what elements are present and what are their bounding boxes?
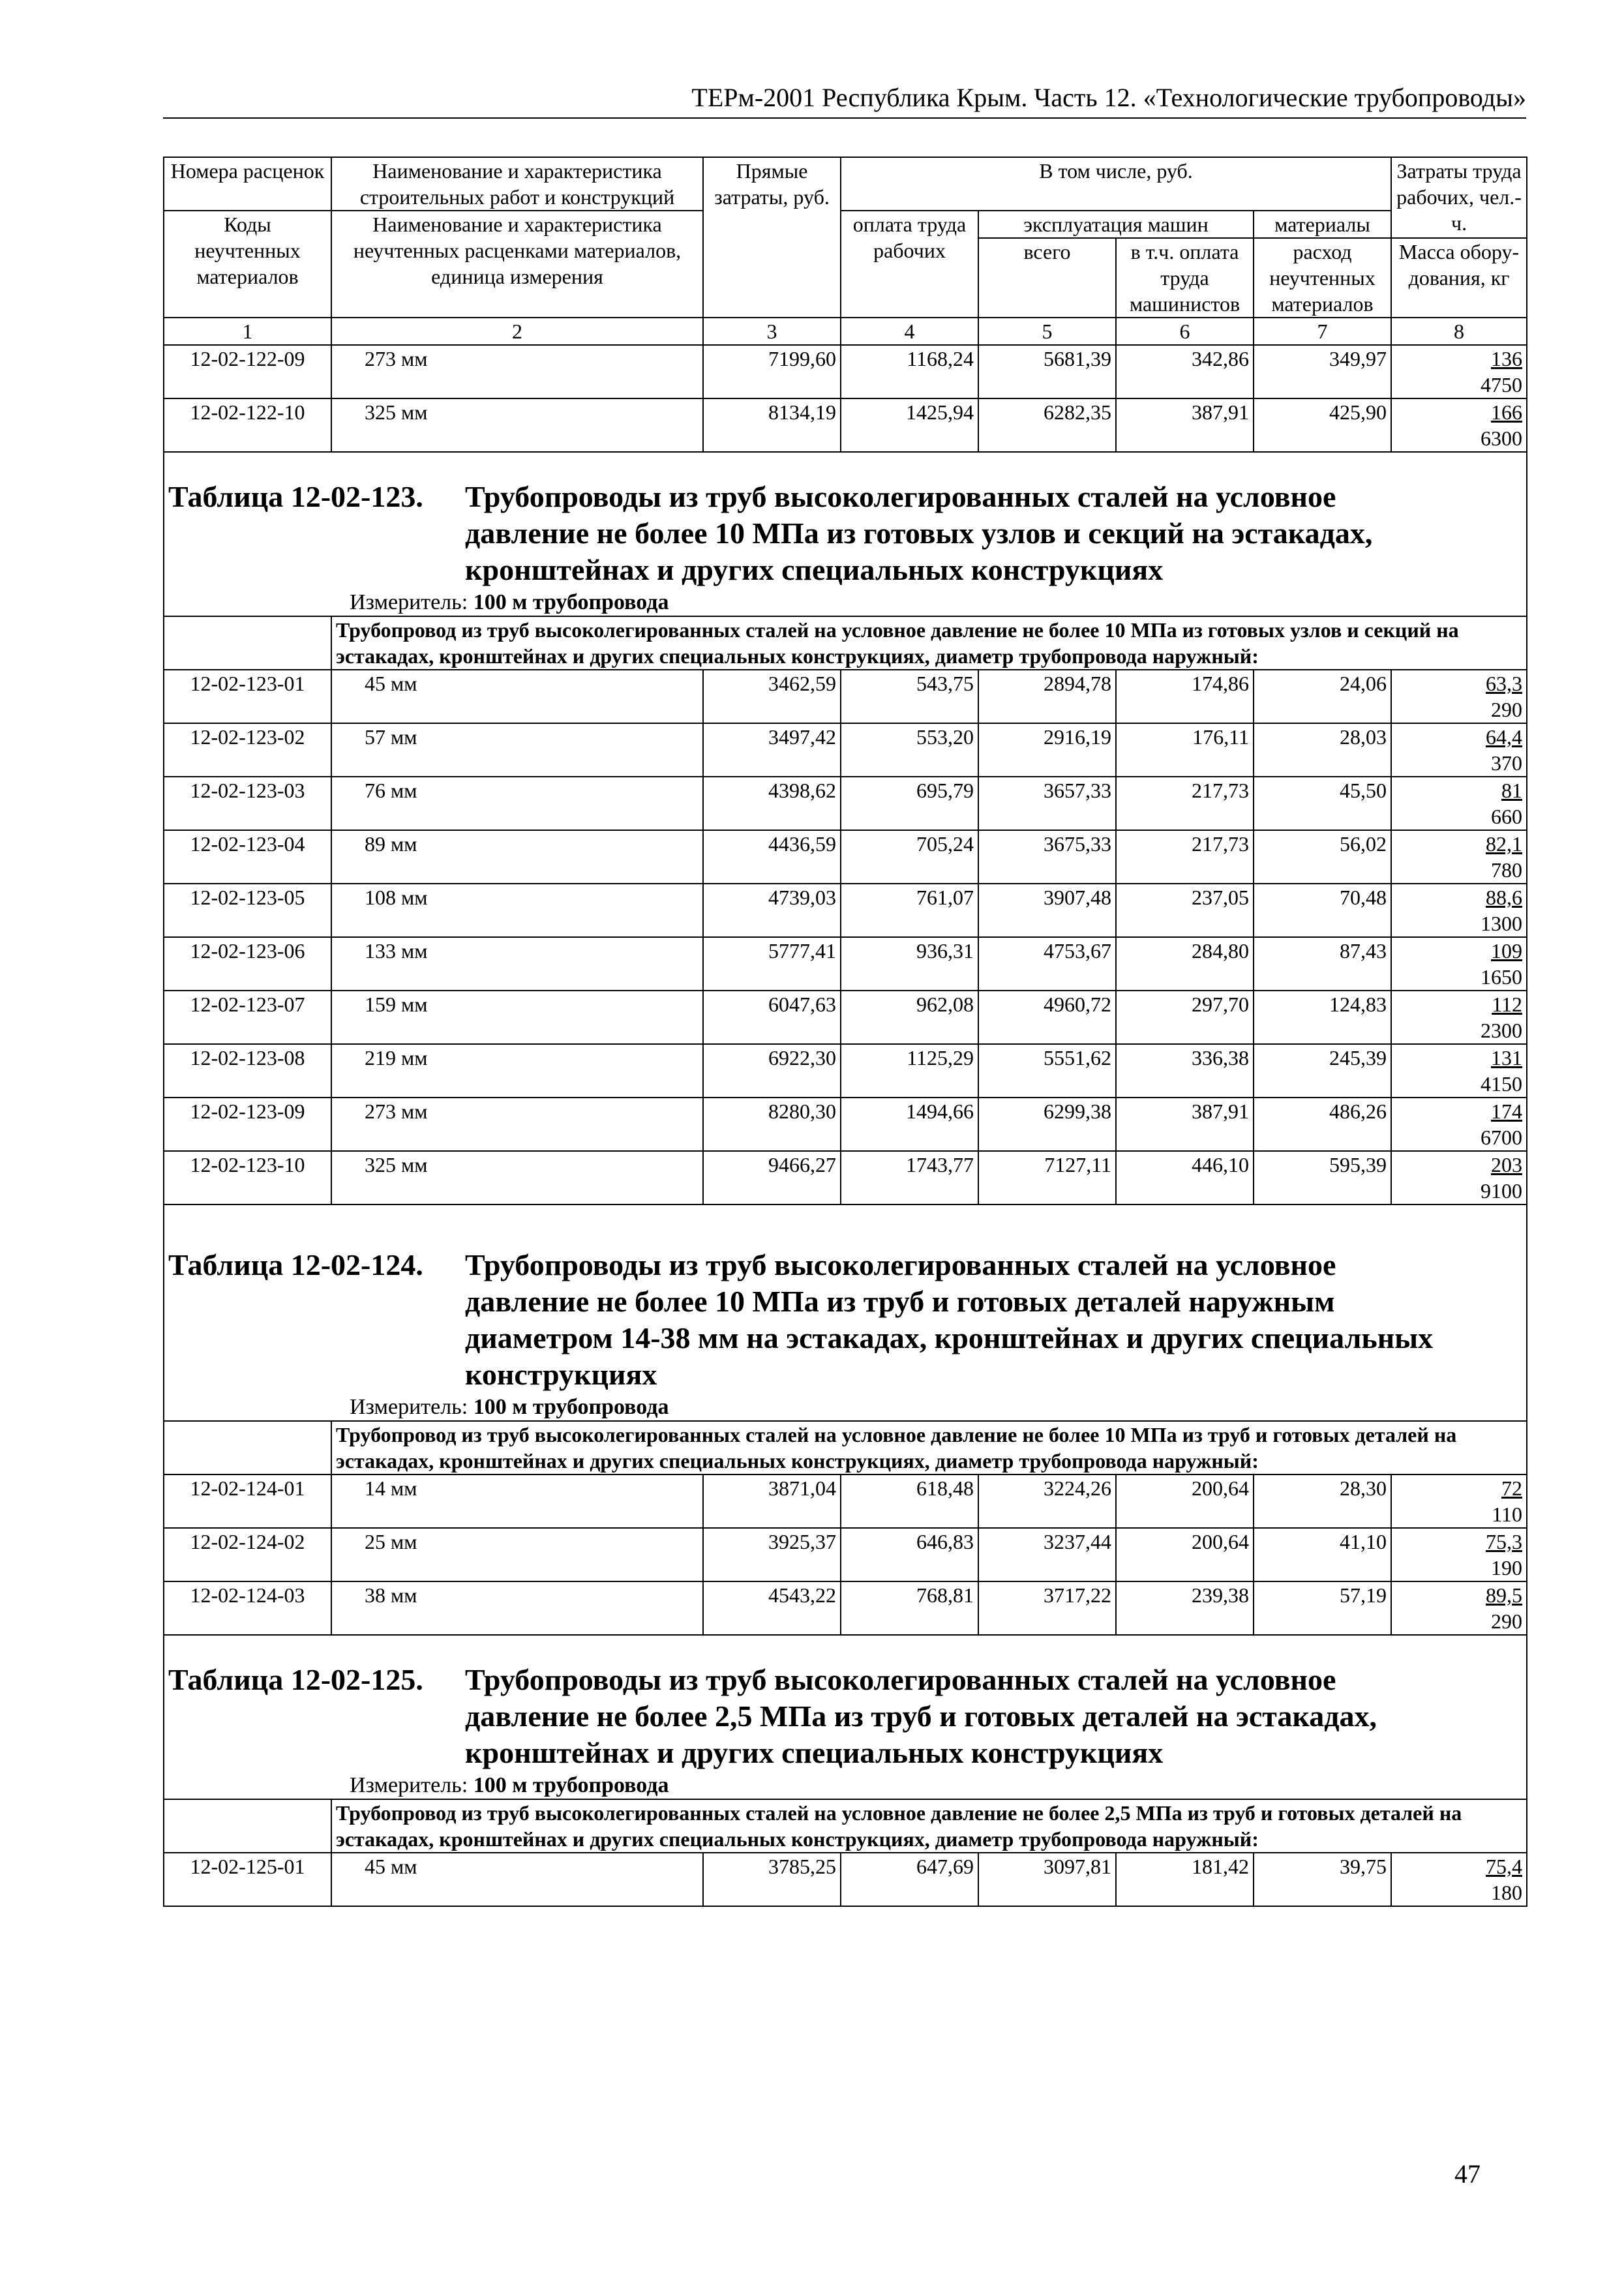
wage-cost: 761,07 <box>841 884 978 937</box>
equipment-mass: 180 <box>1491 1881 1523 1904</box>
col-header-wage: оплата труда рабочих <box>841 211 978 318</box>
measure-label: Измеритель: <box>350 1773 468 1797</box>
col-header-num-top: Номера расценок <box>164 157 331 211</box>
table-label: Таблица 12-02-125. <box>168 1663 423 1696</box>
machine-cost: 7127,11 <box>978 1151 1116 1204</box>
machinist-wage: 446,10 <box>1116 1151 1254 1204</box>
labor-cost: 72 <box>1501 1476 1523 1500</box>
labor-mass-cell <box>1391 670 1527 723</box>
wage-cost: 647,69 <box>841 1853 978 1906</box>
material-cost: 24,06 <box>1254 670 1391 723</box>
table-title-band <box>164 452 1527 616</box>
machine-cost: 3657,33 <box>978 777 1116 830</box>
material-cost: 28,03 <box>1254 723 1391 777</box>
rate-name: 273 мм <box>331 345 703 398</box>
rate-name: 14 мм <box>331 1474 703 1528</box>
table-row <box>164 1151 1527 1204</box>
material-cost: 595,39 <box>1254 1151 1391 1204</box>
equipment-mass: 9100 <box>1481 1179 1523 1203</box>
material-cost: 124,83 <box>1254 991 1391 1044</box>
equipment-mass: 6300 <box>1481 426 1523 450</box>
machine-cost: 2916,19 <box>978 723 1116 777</box>
table-row <box>164 345 1527 398</box>
table-row <box>164 991 1527 1044</box>
machinist-wage: 217,73 <box>1116 777 1254 830</box>
labor-mass-cell <box>1391 345 1527 398</box>
material-cost: 486,26 <box>1254 1098 1391 1151</box>
table-row <box>164 1044 1527 1098</box>
machinist-wage: 284,80 <box>1116 937 1254 991</box>
equipment-mass: 780 <box>1491 858 1523 882</box>
machinist-wage: 176,11 <box>1116 723 1254 777</box>
table-label: Таблица 12-02-123. <box>168 480 423 513</box>
labor-mass-cell <box>1391 884 1527 937</box>
labor-cost: 89,5 <box>1486 1583 1523 1607</box>
measure-unit <box>168 1773 1522 1799</box>
col-header-mass: Масса обору-дования, кг <box>1391 238 1527 318</box>
rate-name: 219 мм <box>331 1044 703 1098</box>
rate-name: 159 мм <box>331 991 703 1044</box>
measure-unit <box>168 1394 1522 1420</box>
labor-mass-cell <box>1391 1581 1527 1635</box>
equipment-mass: 1650 <box>1481 965 1523 989</box>
wage-cost: 768,81 <box>841 1581 978 1635</box>
rate-code: 12-02-123-03 <box>164 777 331 830</box>
machinist-wage: 217,73 <box>1116 830 1254 884</box>
labor-cost: 75,3 <box>1486 1530 1523 1553</box>
rate-code: 12-02-122-10 <box>164 398 331 452</box>
col-num: 2 <box>331 318 703 345</box>
table-title-line: Трубопроводы из труб высоколегированных сталей на условное <box>465 480 1336 513</box>
section-title <box>164 1635 1527 1799</box>
equipment-mass: 370 <box>1491 751 1523 775</box>
machinist-wage: 239,38 <box>1116 1581 1254 1635</box>
equipment-mass: 6700 <box>1481 1126 1523 1149</box>
header-row-2 <box>164 211 1527 238</box>
rate-name: 89 мм <box>331 830 703 884</box>
table-title-band <box>164 1635 1527 1799</box>
material-cost: 56,02 <box>1254 830 1391 884</box>
direct-cost: 3497,42 <box>703 723 841 777</box>
direct-cost: 3871,04 <box>703 1474 841 1528</box>
labor-mass-cell <box>1391 398 1527 452</box>
machinist-wage: 174,86 <box>1116 670 1254 723</box>
material-cost: 349,97 <box>1254 345 1391 398</box>
direct-cost: 4398,62 <box>703 777 841 830</box>
table-row <box>164 723 1527 777</box>
col-header-name-top: Наименование и характеристика строительных работ и конструкций <box>331 157 703 211</box>
machine-cost: 3237,44 <box>978 1528 1116 1581</box>
machine-cost: 3675,33 <box>978 830 1116 884</box>
material-cost: 57,19 <box>1254 1581 1391 1635</box>
wage-cost: 553,20 <box>841 723 978 777</box>
rate-name: 325 мм <box>331 1151 703 1204</box>
rate-code: 12-02-123-06 <box>164 937 331 991</box>
rate-name: 57 мм <box>331 723 703 777</box>
price-table <box>163 157 1527 1907</box>
rate-name: 76 мм <box>331 777 703 830</box>
table-title-line: кронштейнах и других специальных конструкциях <box>465 1736 1164 1769</box>
header-row-1 <box>164 157 1527 211</box>
col-num: 7 <box>1254 318 1391 345</box>
wage-cost: 1494,66 <box>841 1098 978 1151</box>
table-row <box>164 1474 1527 1528</box>
direct-cost: 4543,22 <box>703 1581 841 1635</box>
rate-name: 273 мм <box>331 1098 703 1151</box>
direct-cost: 4739,03 <box>703 884 841 937</box>
col-num: 5 <box>978 318 1116 345</box>
table-heading <box>168 1662 1522 1771</box>
labor-mass-cell <box>1391 937 1527 991</box>
table-row <box>164 1853 1527 1906</box>
rate-code: 12-02-125-01 <box>164 1853 331 1906</box>
table-row <box>164 777 1527 830</box>
col-num: 4 <box>841 318 978 345</box>
col-header-incl: В том числе, руб. <box>841 157 1391 211</box>
machinist-wage: 387,91 <box>1116 398 1254 452</box>
rate-code: 12-02-124-03 <box>164 1581 331 1635</box>
labor-cost: 174 <box>1491 1100 1523 1123</box>
col-header-total: всего <box>978 238 1116 318</box>
blank-cell <box>164 1421 331 1474</box>
column-number-row <box>164 318 1527 345</box>
group-description-row <box>164 616 1527 670</box>
machine-cost: 6299,38 <box>978 1098 1116 1151</box>
group-description: Трубопровод из труб высоколегированных сталей на условное давление не более 2,5 МПа из труб и готовых деталей на эстакадах, кронштейнах и других специальных конструкциях, диаметр трубопровода наружный: <box>331 1799 1527 1853</box>
blank-cell <box>164 1799 331 1853</box>
table-title-line: давление не более 10 МПа из труб и готовых деталей наружным <box>465 1285 1335 1318</box>
table-title-line: Трубопроводы из труб высоколегированных сталей на условное <box>465 1248 1336 1281</box>
equipment-mass: 290 <box>1491 698 1523 721</box>
machinist-wage: 181,42 <box>1116 1853 1254 1906</box>
labor-cost: 136 <box>1491 347 1523 370</box>
direct-cost: 4436,59 <box>703 830 841 884</box>
machine-cost: 5681,39 <box>978 345 1116 398</box>
labor-cost: 82,1 <box>1486 832 1523 856</box>
table-row <box>164 1528 1527 1581</box>
table-row <box>164 398 1527 452</box>
col-header-num-bottom: Коды неучтенных материалов <box>164 211 331 318</box>
machine-cost: 5551,62 <box>978 1044 1116 1098</box>
equipment-mass: 190 <box>1491 1556 1523 1579</box>
labor-cost: 64,4 <box>1486 725 1523 749</box>
col-header-materials: материалы <box>1254 211 1391 238</box>
machine-cost: 3907,48 <box>978 884 1116 937</box>
wage-cost: 646,83 <box>841 1528 978 1581</box>
machine-cost: 3097,81 <box>978 1853 1116 1906</box>
table-heading <box>168 1247 1522 1393</box>
direct-cost: 8134,19 <box>703 398 841 452</box>
col-header-direct: Прямые затраты, руб. <box>703 157 841 318</box>
direct-cost: 6922,30 <box>703 1044 841 1098</box>
equipment-mass: 1300 <box>1481 912 1523 935</box>
labor-mass-cell <box>1391 777 1527 830</box>
wage-cost: 705,24 <box>841 830 978 884</box>
rate-code: 12-02-123-10 <box>164 1151 331 1204</box>
labor-mass-cell <box>1391 1044 1527 1098</box>
rate-code: 12-02-124-02 <box>164 1528 331 1581</box>
machinist-wage: 237,05 <box>1116 884 1254 937</box>
measure-label: Измеритель: <box>350 1395 468 1419</box>
rate-name: 38 мм <box>331 1581 703 1635</box>
rate-code: 12-02-123-02 <box>164 723 331 777</box>
rate-code: 12-02-123-09 <box>164 1098 331 1151</box>
machinist-wage: 297,70 <box>1116 991 1254 1044</box>
table-heading <box>168 479 1522 588</box>
measure-label: Измеритель: <box>350 590 468 614</box>
labor-mass-cell <box>1391 1528 1527 1581</box>
rate-code: 12-02-123-04 <box>164 830 331 884</box>
machine-cost: 6282,35 <box>978 398 1116 452</box>
table-title-line: давление не более 2,5 МПа из труб и готовых деталей на эстакадах, <box>465 1699 1377 1733</box>
equipment-mass: 2300 <box>1481 1019 1523 1042</box>
equipment-mass: 290 <box>1491 1609 1523 1633</box>
rate-name: 45 мм <box>331 670 703 723</box>
table-title-line: диаметром 14-38 мм на эстакадах, кронштейнах и других специальных <box>465 1321 1434 1354</box>
measure-value: 100 м трубопровода <box>473 590 669 614</box>
labor-cost: 63,3 <box>1486 672 1523 695</box>
wage-cost: 543,75 <box>841 670 978 723</box>
direct-cost: 7199,60 <box>703 345 841 398</box>
wage-cost: 1425,94 <box>841 398 978 452</box>
machinist-wage: 387,91 <box>1116 1098 1254 1151</box>
direct-cost: 3785,25 <box>703 1853 841 1906</box>
rate-name: 325 мм <box>331 398 703 452</box>
running-header: ТЕРм-2001 Республика Крым. Часть 12. «Технологические трубопроводы» <box>163 83 1526 119</box>
table-title-line: Трубопроводы из труб высоколегированных сталей на условное <box>465 1663 1336 1696</box>
labor-cost: 131 <box>1491 1046 1523 1070</box>
material-cost: 425,90 <box>1254 398 1391 452</box>
material-cost: 45,50 <box>1254 777 1391 830</box>
labor-mass-cell <box>1391 1151 1527 1204</box>
rate-name: 133 мм <box>331 937 703 991</box>
rate-code: 12-02-123-07 <box>164 991 331 1044</box>
labor-mass-cell <box>1391 991 1527 1044</box>
equipment-mass: 4750 <box>1481 373 1523 396</box>
rate-code: 12-02-122-09 <box>164 345 331 398</box>
wage-cost: 936,31 <box>841 937 978 991</box>
table-row <box>164 884 1527 937</box>
table-title-band <box>164 1204 1527 1421</box>
direct-cost: 5777,41 <box>703 937 841 991</box>
col-header-name-bottom: Наименование и характеристика неучтенных расценками материалов, единица измерения <box>331 211 703 318</box>
labor-mass-cell <box>1391 1853 1527 1906</box>
labor-mass-cell <box>1391 830 1527 884</box>
wage-cost: 618,48 <box>841 1474 978 1528</box>
group-description: Трубопровод из труб высоколегированных сталей на условное давление не более 10 МПа из готовых узлов и секций на эстакадах, кронштейнах и других специальных конструкциях, диаметр трубопровода наружный: <box>331 616 1527 670</box>
direct-cost: 3925,37 <box>703 1528 841 1581</box>
table-title-line: конструкциях <box>465 1358 657 1391</box>
labor-cost: 166 <box>1491 400 1523 424</box>
col-num: 1 <box>164 318 331 345</box>
group-description-row <box>164 1799 1527 1853</box>
rate-code: 12-02-123-08 <box>164 1044 331 1098</box>
material-cost: 245,39 <box>1254 1044 1391 1098</box>
rate-name: 108 мм <box>331 884 703 937</box>
measure-value: 100 м трубопровода <box>473 1773 669 1797</box>
labor-mass-cell <box>1391 1098 1527 1151</box>
table-row <box>164 1581 1527 1635</box>
material-cost: 41,10 <box>1254 1528 1391 1581</box>
measure-unit <box>168 590 1522 616</box>
col-num: 6 <box>1116 318 1254 345</box>
col-header-unaccounted: расход неучтенных материалов <box>1254 238 1391 318</box>
table-title-line: давление не более 10 МПа из готовых узлов и секций на эстакадах, <box>465 516 1373 550</box>
equipment-mass: 660 <box>1491 805 1523 828</box>
material-cost: 87,43 <box>1254 937 1391 991</box>
col-header-mach-wage: в т.ч. оплата труда машинистов <box>1116 238 1254 318</box>
equipment-mass: 4150 <box>1481 1072 1523 1096</box>
blank-cell <box>164 616 331 670</box>
machinist-wage: 200,64 <box>1116 1474 1254 1528</box>
section-title <box>164 1204 1527 1421</box>
material-cost: 70,48 <box>1254 884 1391 937</box>
direct-cost: 3462,59 <box>703 670 841 723</box>
machinist-wage: 200,64 <box>1116 1528 1254 1581</box>
table-title-line: кронштейнах и других специальных конструкциях <box>465 553 1164 586</box>
col-header-labor: Затраты труда рабочих, чел.-ч. <box>1391 157 1527 238</box>
rate-code: 12-02-124-01 <box>164 1474 331 1528</box>
col-num: 3 <box>703 318 841 345</box>
table-row <box>164 670 1527 723</box>
rate-name: 25 мм <box>331 1528 703 1581</box>
group-description-row <box>164 1421 1527 1474</box>
wage-cost: 695,79 <box>841 777 978 830</box>
rate-name: 45 мм <box>331 1853 703 1906</box>
section-title <box>164 452 1527 616</box>
table-row <box>164 1098 1527 1151</box>
machinist-wage: 336,38 <box>1116 1044 1254 1098</box>
wage-cost: 1125,29 <box>841 1044 978 1098</box>
labor-cost: 112 <box>1492 993 1523 1016</box>
labor-cost: 88,6 <box>1486 886 1523 909</box>
machine-cost: 4753,67 <box>978 937 1116 991</box>
measure-value: 100 м трубопровода <box>473 1395 669 1419</box>
labor-cost: 75,4 <box>1486 1855 1523 1878</box>
table-row <box>164 830 1527 884</box>
machinist-wage: 342,86 <box>1116 345 1254 398</box>
machine-cost: 3717,22 <box>978 1581 1116 1635</box>
labor-cost: 109 <box>1491 939 1523 963</box>
machine-cost: 2894,78 <box>978 670 1116 723</box>
wage-cost: 962,08 <box>841 991 978 1044</box>
material-cost: 28,30 <box>1254 1474 1391 1528</box>
rate-code: 12-02-123-05 <box>164 884 331 937</box>
col-num: 8 <box>1391 318 1527 345</box>
labor-cost: 203 <box>1491 1153 1523 1176</box>
labor-cost: 81 <box>1501 779 1523 802</box>
machine-cost: 4960,72 <box>978 991 1116 1044</box>
material-cost: 39,75 <box>1254 1853 1391 1906</box>
labor-mass-cell <box>1391 723 1527 777</box>
wage-cost: 1743,77 <box>841 1151 978 1204</box>
table-row <box>164 937 1527 991</box>
page-number: 47 <box>1454 2159 1481 2189</box>
table-label: Таблица 12-02-124. <box>168 1248 423 1281</box>
machine-cost: 3224,26 <box>978 1474 1116 1528</box>
wage-cost: 1168,24 <box>841 345 978 398</box>
group-description: Трубопровод из труб высоколегированных сталей на условное давление не более 10 МПа из труб и готовых деталей на эстакадах, кронштейнах и других специальных конструкциях, диаметр трубопровода наружный: <box>331 1421 1527 1474</box>
direct-cost: 6047,63 <box>703 991 841 1044</box>
direct-cost: 9466,27 <box>703 1151 841 1204</box>
rate-code: 12-02-123-01 <box>164 670 331 723</box>
labor-mass-cell <box>1391 1474 1527 1528</box>
equipment-mass: 110 <box>1492 1503 1523 1526</box>
direct-cost: 8280,30 <box>703 1098 841 1151</box>
col-header-machines: эксплуатация машин <box>978 211 1254 238</box>
